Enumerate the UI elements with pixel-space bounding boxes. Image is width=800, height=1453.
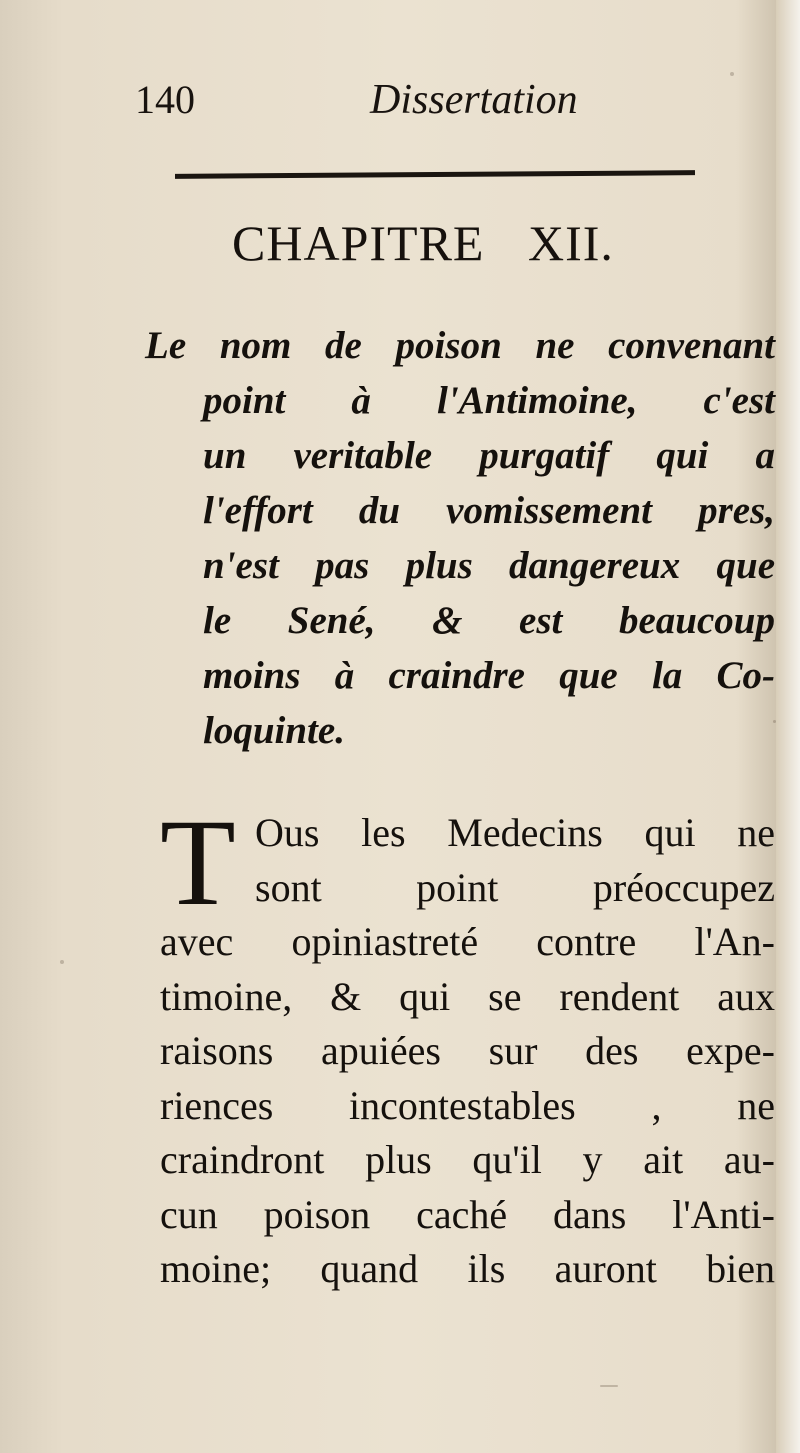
body-line: avec opiniastreté contre l'An- <box>160 919 775 964</box>
paper-speck <box>730 72 734 76</box>
summary-line: l'effort du vomissement pres, <box>203 489 775 532</box>
page-number: 140 <box>135 77 195 122</box>
summary-line: loquinte. <box>203 709 345 752</box>
body-line: moine; quand ils auront bien <box>160 1246 775 1291</box>
body-line: timoine, & qui se rendent aux <box>160 973 775 1019</box>
summary-line: moins à craindre que la Co- <box>203 654 775 697</box>
running-title: Dissertation <box>370 77 578 123</box>
chapter-summary <box>145 318 775 758</box>
paper-speck <box>600 1385 618 1387</box>
body-line: sont point préoccupez <box>255 864 775 910</box>
body-line: Ous les Medecins qui ne <box>255 810 775 855</box>
summary-line: un veritable purgatif qui a <box>203 434 775 477</box>
drop-cap: T <box>160 794 236 931</box>
paper-speck <box>60 960 64 964</box>
body-text <box>160 794 775 1297</box>
summary-line: Le nom de poison ne convenant <box>145 324 775 367</box>
running-head <box>135 70 655 130</box>
header-rule <box>175 170 695 179</box>
body-line: craindront plus qu'il y ait au- <box>160 1137 775 1182</box>
body-line: riences incontestables , ne <box>160 1082 775 1128</box>
summary-line: point à l'Antimoine, c'est <box>203 379 775 422</box>
chapter-title: CHAPITRE XII. <box>232 215 614 271</box>
body-line: cun poison caché dans l'Anti- <box>160 1191 775 1237</box>
summary-line: n'est pas plus dangereux que <box>203 544 775 587</box>
page-edge <box>776 0 800 1453</box>
body-line: raisons apuiées sur des expe- <box>160 1028 775 1073</box>
summary-line: le Sené, & est beaucoup <box>203 599 775 642</box>
